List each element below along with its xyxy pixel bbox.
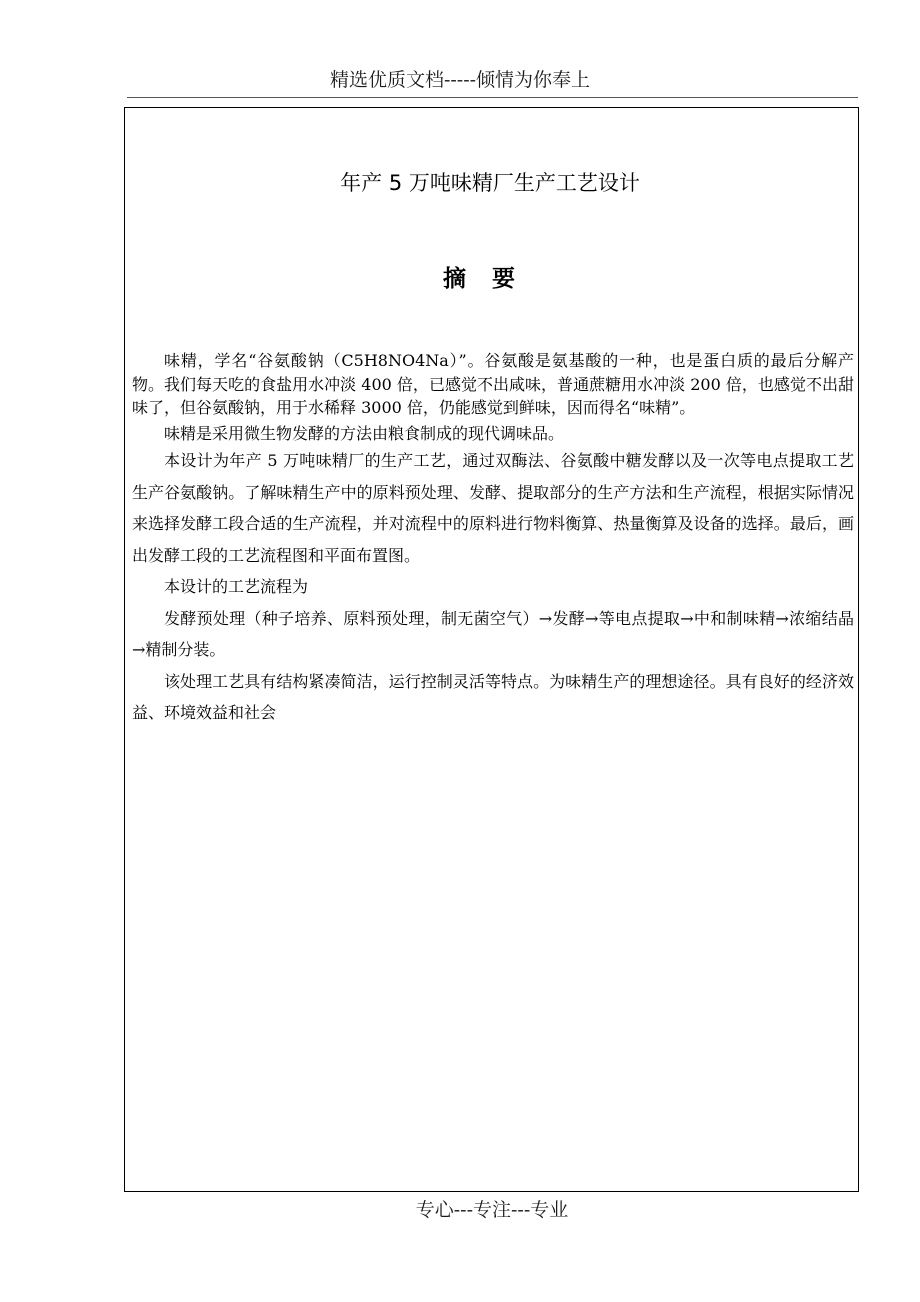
abstract-body xyxy=(132,349,854,729)
paragraph-process-intro: 本设计的工艺流程为 xyxy=(164,577,309,596)
paragraph-design-scope: 本设计为年产 5 万吨味精厂的生产工艺，通过双酶法、谷氨酸中糖发酵以及一次等电点提取工艺生产谷氨酸钠。了解味精生产中的原料预处理、发酵、提取部分的生产方法和生产流程，根据实际情况来选择发酵工段合适的生产流程，并对流程中的原料进行物料衡算、热量衡算及设备的选择。最后，画出发酵工段的工艺流程图和平面布置图。 xyxy=(132,451,854,565)
page-header: 精选优质文档-----倾情为你奉上 xyxy=(329,69,591,91)
paragraph-origin: 味精是采用微生物发酵的方法由粮食制成的现代调味品。 xyxy=(164,423,565,443)
header-divider xyxy=(127,97,858,98)
paragraph-definition: 味精，学名“谷氨酸钠（C5H8NO4Na）”。谷氨酸是氨基酸的一种，也是蛋白质的最后分解产物。我们每天吃的食盐用水冲淡 400 倍，已感觉不出咸味，普通蔗糖用水冲淡 200 倍，也感觉不出甜味了，但谷氨酸钠，用于水稀释 3000 倍，仍能感觉到鲜味，因而得名“味精”。 xyxy=(132,351,854,417)
paragraph-conclusion: 该处理工艺具有结构紧凑简洁，运行控制灵活等特点。为味精生产的理想途径。具有良好的经济效益、环境效益和社会 xyxy=(132,671,854,722)
page-footer: 专心---专注---专业 xyxy=(415,1199,569,1221)
document-title: 年产 5 万吨味精厂生产工艺设计 xyxy=(340,171,640,195)
abstract-heading: 摘要 xyxy=(443,266,541,292)
paragraph-process-flow: 发酵预处理（种子培养、原料预处理，制无菌空气）→发酵→等电点提取→中和制味精→浓缩结晶→精制分装。 xyxy=(132,608,854,659)
